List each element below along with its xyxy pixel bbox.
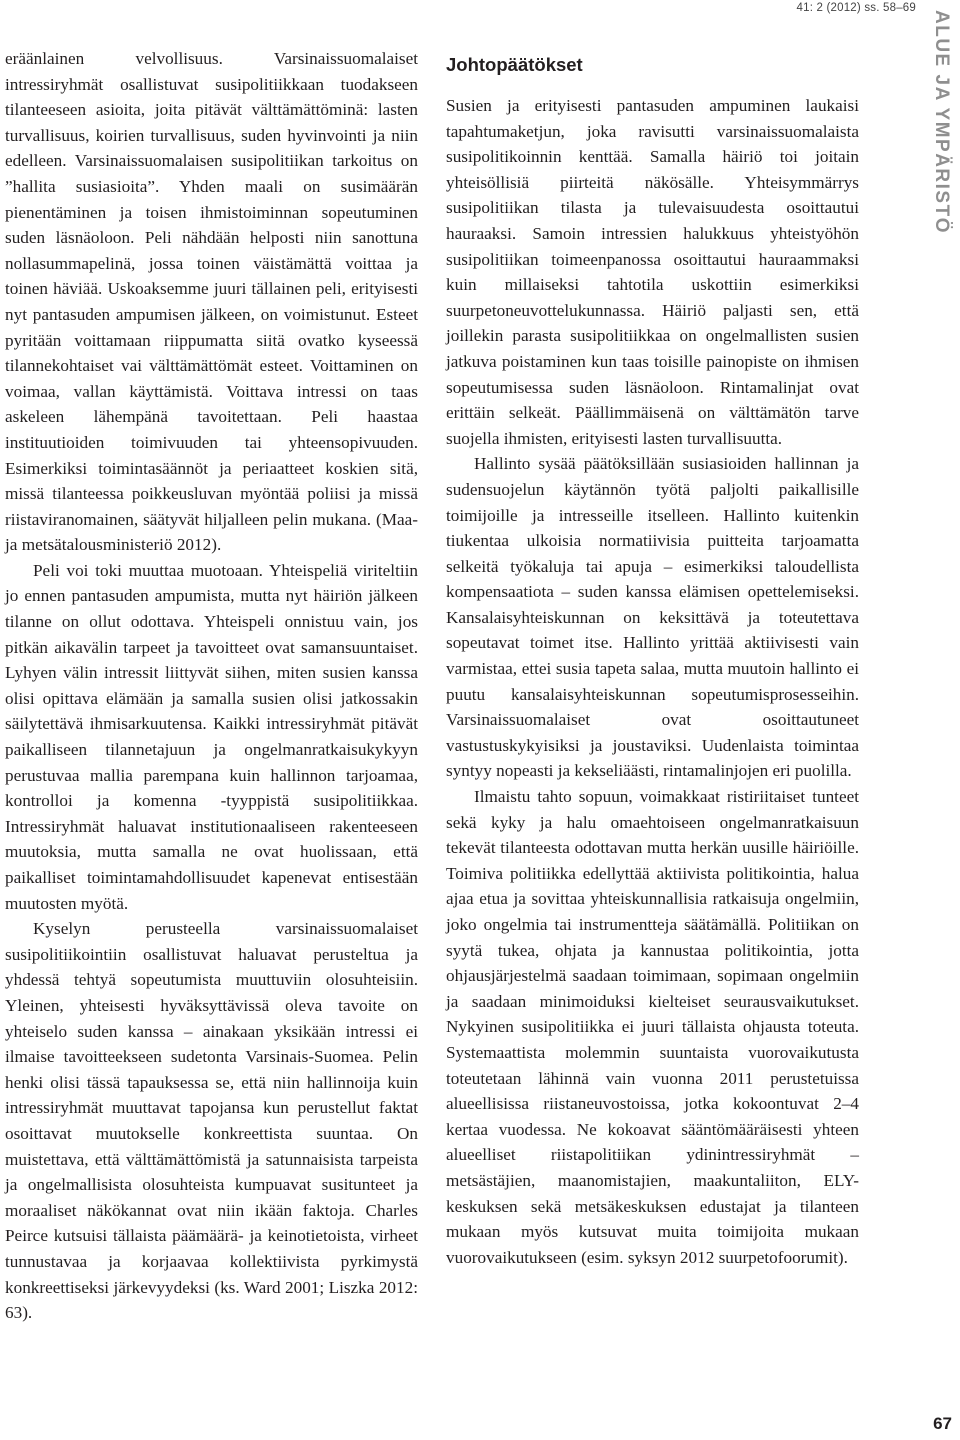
paragraph: Susien ja erityisesti pantasuden ampuminen laukaisi tapahtumaketjun, joka ravisutti varsinaissuomalaista susipolitikoinnin kenttää. Samalla häiriö toi joitain yhteisöllisiä piirteitä näkösälle. Yhteisymmärrys susipolitiikan tilasta ja tulevaisuudesta osoittautui hauraaksi. Samoin intressien halukkuus yhteistyöhön susipolitiikan toimeenpanossa osoittautui hauraammaksi kuin millaiseksi tahtotila uskottiin esimerkiksi suurpetoneuvottelukunnassa. Häiriö paljasti sen, että joillekin parasta susipolitiikkaa on ongelmallisten susien jatkuva poistaminen kun taas toisille painopiste on ihmisen sopeutumisessa suden läsnäoloon. Rintamalinjat ovat erittäin selkeät. Päällimmäisenä on välttämätön tarve suojella ihmisten, erityisesti lasten turvallisuutta. — [446, 96, 859, 448]
paragraph: Peli voi toki muuttaa muotoaan. Yhteispeliä viriteltiin jo ennen pantasuden ampumista, mutta nyt häiriön jälkeen tilanne on ollut odottava. Yhteispeli onnistuu vain, jos pitkän aikavälin tarpeet ja tavoitteet ovat samansuuntaiset. Lyhyen välin intressit liittyvät siihen, miten susien kanssa olisi opittava elämään ja samalla susien olisi jatkossakin säilytettävä ihmisarkuutensa. Kaikki intressiryhmät pitävät paikalliseen tilannetajuun ja ongelmanratkaisukykyyn perustuvaa mallia parempana kuin hallinnon tarjoamaa, kontrolloi ja komenna -tyyppistä susipolitiikkaa. Intressiryhmät haluavat institutionaaliseen rakenteeseen muutoksia, mutta samalla ne ovat huolissaan, että paikalliset toimintamahdollisuudet kapenevat entisestään muutosten myötä. — [5, 560, 418, 913]
journal-side-label — [922, 10, 960, 280]
right-column — [446, 44, 859, 1270]
paragraph: Kyselyn perusteella varsinaissuomalaiset susipolitiikointiin osallistuvat haluavat perusteltua ja yhdessä tehtyä sopeutumista muuttuviin olosuhteisiin. Yleinen, yhteisesti hyväksyttävissä oleva tavoite on yhteiselo suden kanssa – ainakaan yksikään intressi ei ilmaise tavoitteekseen sudetonta Varsinais-Suomea. Pelin henki olisi tässä tapauksessa se, että niin hallinnoija kuin intressiryhmät muuttavat tapojansa kun perustellut faktat osoittavat muutokselle konkreettista suuntaa. On muistettava, että välttämättömistä ja satunnaisista tarpeista ja ongelmallisista olosuhteista kumpuavat susitunteet ja moraaliset näkökannat ovat niin ikään faktoja. Charles Peirce kutsuisi tällaista päämäärä- ja keinotietoista, virheet tunnustavaa ja korjaavaa kollektiivista pyrkimystä konkreettiseksi järkevyydeksi (ks. Ward 2001; Liszka 2012: 63). — [5, 919, 418, 1323]
section-heading: Johtopäätökset — [446, 54, 583, 75]
left-column — [5, 46, 418, 1326]
paragraph: eräänlainen velvollisuus. Varsinaissuomalaiset intressiryhmät osallistuvat susipolitiikkaan tuodakseen tilanteeseen asioita, joita pitävät välttämättöminä: lasten turvallisuus, koirien turvallisuus, suden hyvinvointi ja niin edelleen. Varsinaissuomalaisen susipolitiikan tarkoitus on ”hallita susiasioita”. Yhden maali on susimäärän pienentäminen ja toisen ihmistoiminnan sopeutuminen suden läsnäoloon. Peli nähdään helposti niin sanottuna nollasummapelinä, jossa toinen väistämättä voittaa ja toinen häviää. Uskoaksemme juuri tällainen peli, erityisesti nyt pantasuden ampumisen jälkeen, on voimistunut. Esteet pyritään voittamaan riippumatta siitä ovatko kyseessä tilannekohtaiset vai välttämättömät esteet. Voittaminen on voimaa, vallan käyttämistä. Voittava intressi on taas askeleen lähempänä tavoitettaan. Peli haastaa instituutioiden toimivuuden tai yhteensopivuuden. Esimerkiksi toimintasäännöt ja periaatteet koskien sitä, missä tilanteessa poikkeusluvan myöntää poliisi ja missä riistaviranomainen, säätyvät hiljalleen pelin mukana. (Maa- ja metsätalousministeriö 2012). — [5, 49, 418, 555]
journal-name-label: ALUE JA YMPÄRISTÖ — [931, 10, 952, 234]
paragraph: Ilmaistu tahto sopuun, voimakkaat ristiriitaiset tunteet sekä kyky ja halu omaehtoiseen ongelmanratkaisuun tekevät tilanteesta odottavan mutta herkän uusille häiriöille. Toimiva politiikka edellyttää aktiivista politikointia, halua ajaa etua ja sovittaa yhteiskunnallisia ratkaisuja ongelmiin, joko ongelmia tai instrumentteja säätämällä. Politiikan on syytä tukea, ohjata ja kannustaa politikointia, jotta ohjausjärjestelmä saadaan toimimaan, sopimaan ongelmiin ja saadaan minimoiduksi kielteiset seurausvaikutukset. Nykyinen susipolitiikka ei juuri tällaista ohjausta toteuta. Systemaattista molemmin suuntaista vuorovaikutusta toteutetaan lähinnä vain vuonna 2011 perustetuissa alueellisissa riistaneuvostoissa, jotka kokoontuvat 2–4 kertaa vuodessa. Ne kokoavat sääntömääräisesti yhteen alueelliset riistapolitiikan ydinintressiryhmät – metsästäjien, maanomistajien, maakuntaliiton, ELY-keskuksen sekä metsäkeskuksen edustajat ja tilanteen mukaan myös kutsuvat muita toimijoita mukaan vuorovaikutukseen (esim. syksyn 2012 suurpetofoorumit). — [446, 787, 859, 1267]
journal-citation: 41: 2 (2012) ss. 58–69 — [796, 2, 916, 14]
page-number: 67 — [933, 1414, 952, 1433]
paragraph: Hallinto sysää päätöksillään susiasioiden hallinnan ja sudensuojelun käytännön työtä paljolti paikallisille toimijoille ja intresseille itselleen. Hallinto kuitenkin tiukentaa ulkoisia normatiivisia puitteita tarjoamatta selkeitä työkaluja tai apuja – esimerkiksi taloudellista kompensaatiota – suden kanssa elämisen opettelemiseksi. Kansalaisyhteiskunnan on keksittävä ja toteutettava sopeutavat toimet itse. Hallinto yrittää aktiivisesti vain varmistaa, ettei susia tapeta salaa, mutta muutoin hallinto ei puutu kansalaisyhteiskunnan sopeutumisprosesseihin. Varsinaissuomalaiset ovat osoittautuneet vastustuskykyisiksi ja joustaviksi. Uudenlaista toimintaa syntyy nopeasti ja kekseliäästi, rintamalinjojen eri puolilla. — [446, 454, 859, 781]
